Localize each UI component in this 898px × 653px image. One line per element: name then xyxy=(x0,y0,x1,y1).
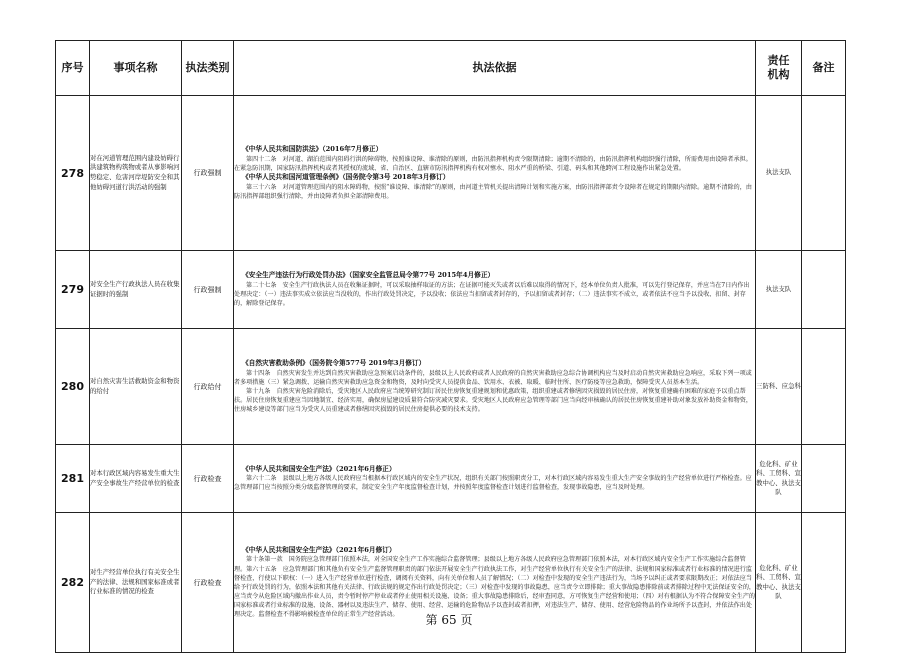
law-clause: 第二十七条 安全生产行政执法人员在收集证据时，可以采取抽样取证的方法；在证据可能灭失或者以后难以取得的情况下，经本单位负责人批准，可以先行登记保存，并应当在7日内作出处理决定：（一）违法事实成立依法应当没收的，作出行政处罚决定，予以没收；依法应当扣留或者封存的，予以扣留或者封存；（二）违法事实不成立，或者依法不应当予以没收、扣留、封存的，解除登记保存。 xyxy=(234,281,750,307)
header-responsible-org xyxy=(756,41,802,96)
row-legal-basis xyxy=(234,96,756,251)
row-seq: 278 xyxy=(56,96,90,251)
row-seq: 279 xyxy=(56,251,90,329)
enforcement-items-table xyxy=(55,40,846,653)
law-title: 《安全生产违法行为行政处罚办法》（国家安全监管总局令第77号 2015年4月修正） xyxy=(242,271,495,280)
law-title: 《中华人民共和国河道管理条例》（国务院令第3号 2018年3月修订） xyxy=(242,173,450,181)
row-seq: 282 xyxy=(56,513,90,653)
law-clause: 第六十二条 县级以上地方各级人民政府应当根据本行政区域内的安全生产状况，组织有关部门按照职责分工，对本行政区域内容易发生重大生产安全事故的生产经营单位进行严格检查。应急管理部门应当按照分类分级监督管理的要求，制定安全生产年度监督检查计划，并按照年度监督检查计划进行监督检查，发现事故隐患，应当及时处理。 xyxy=(234,475,752,492)
law-title: 《自然灾害救助条例》（国务院令第577号 2019年3月修订） xyxy=(242,359,426,368)
table-row xyxy=(56,513,846,653)
law-title: 《中华人民共和国防洪法》（2016年7月修正） xyxy=(242,145,383,154)
row-item-name: 对安全生产行政执法人员在收集证据时的强制 xyxy=(90,251,182,329)
law-clause: 第十条第一款 国务院应急管理部门依照本法，对全国安全生产工作实施综合监督管理；县级以上地方各级人民政府应急管理部门依照本法，对本行政区域内安全生产工作实施综合监督管理。第六十五条 应急管理部门和其他负有安全生产监督管理职责的部门依法开展安全生产行政执法工作，对生产经营单位执行有关安全生产的法律、法规和国家标准或者行业标准的情况进行监督检查，行使以下职权：（一）进入生产经营单位进行检查，调阅有关资料，向有关单位和人员了解情况；（二）对检查中发现的安全生产违法行为，当场予以纠正或者要求限期改正；对依法应当给予行政处罚的行为，依照本法和其他有关法律、行政法规的规定作出行政处罚决定；（三）对检查中发现的事故隐患，应当责令立即排除；重大事故隐患排除前或者排除过程中无法保证安全的，应当责令从危险区域内撤出作业人员，责令暂时停产停业或者停止使用相关设施、设备；重大事故隐患排除后，经审查同意，方可恢复生产经营和使用；（四）对有根据认为不符合保障安全生产的国家标准或者行业标准的设施、设备、器材以及违法生产、储存、使用、经营、运输的危险物品予以查封或者扣押，对违法生产、储存、使用、经营危险物品的作业场所予以查封，并依法作出处理决定。监督检查不得影响被检查单位的正常生产经营活动。 xyxy=(234,556,756,618)
table-row xyxy=(56,96,846,251)
table-row xyxy=(56,445,846,513)
header-seq: 序号 xyxy=(56,41,90,96)
row-remarks xyxy=(802,513,846,653)
header-enforcement-type: 执法类别 xyxy=(182,41,234,96)
row-remarks xyxy=(802,329,846,445)
row-remarks xyxy=(802,445,846,513)
row-enforcement-type: 行政检查 xyxy=(182,513,234,653)
row-remarks xyxy=(802,251,846,329)
row-legal-basis xyxy=(234,513,756,653)
row-remarks xyxy=(802,96,846,251)
law-clause: 第四十二条 对河道、湖泊范围内阻碍行洪的障碍物，按照谁设障、谁清除的原则，由防汛指挥机构责令限期清除；逾期不清除的，由防汛指挥机构组织强行清除，所需费用由设障者承担。在紧急防汛期，国家防汛指挥机构或者其授权的流域、省、自治区、直辖市防汛指挥机构有权对壅水、阻水严重的桥梁、引道、码头和其他跨河工程设施作出紧急处置。 xyxy=(234,155,752,172)
row-item-name: 对在河道管理范围内建设妨碍行洪建筑物构筑物或者从事影响河势稳定、危害河岸堤防安全和其他妨碍河道行洪活动的强制 xyxy=(90,96,182,251)
row-item-name: 对自然灾害生活救助资金和物资的给付 xyxy=(90,329,182,445)
row-enforcement-type: 行政检查 xyxy=(182,445,234,513)
header-item-name: 事项名称 xyxy=(90,41,182,96)
law-title: 《中华人民共和国安全生产法》（2021年6月修订） xyxy=(242,545,396,554)
header-responsible-org-text: 责任机构 xyxy=(767,54,790,81)
table-row xyxy=(56,329,846,445)
row-legal-basis xyxy=(234,329,756,445)
row-seq: 281 xyxy=(56,445,90,513)
law-clause: 第十九条 自然灾害危险消除后，受灾地区人民政府应当统筹研究制订居民住房恢复重建规划和优惠政策，组织重建或者修缮因灾损毁的居民住房，对恢复重建确有困难的家庭予以重点帮扶。居民住房恢复重建应当因地制宜、经济实用，确保房屋建设质量符合防灾减灾要求。受灾地区人民政府应急管理等部门应当向经审核确认的居民住房恢复重建补助对象发放补助资金和物资，住房城乡建设等部门应当为受灾人员重建或者修缮因灾损毁的居民住房提供必要的技术支持。 xyxy=(234,387,752,413)
row-legal-basis xyxy=(234,251,756,329)
row-responsible-org: 执法支队 xyxy=(756,96,802,251)
header-remarks: 备注 xyxy=(802,41,846,96)
header-legal-basis: 执法依据 xyxy=(234,41,756,96)
table-header-row xyxy=(56,41,846,96)
row-responsible-org: 三防科、应急科 xyxy=(756,329,802,445)
row-legal-basis xyxy=(234,445,756,513)
row-enforcement-type: 行政给付 xyxy=(182,329,234,445)
row-responsible-org: 执法支队 xyxy=(756,251,802,329)
page-number: 第 65 页 xyxy=(425,613,473,627)
law-clause: 第三十六条 对河道管理范围内的阻水障碍物，按照“谁设障、谁清除”的原则，由河道主管机关提出清障计划和实施方案，由防汛指挥部责令设障者在规定的期限内清除。逾期不清除的，由防汛指挥部组织强行清除，并由设障者负担全部清障费用。 xyxy=(234,183,752,200)
table-row xyxy=(56,251,846,329)
row-enforcement-type: 行政强制 xyxy=(182,251,234,329)
law-clause: 第十四条 自然灾害发生并达到自然灾害救助应急预案启动条件的，县级以上人民政府或者人民政府的自然灾害救助应急综合协调机构应当及时启动自然灾害救助应急响应，采取下列一项或者多项措施（三）紧急调拨、运输自然灾害救助应急资金和物资，及时向受灾人员提供食品、饮用水、衣被、取暖、临时住所、医疗防疫等应急救助，保障受灾人员基本生活。 xyxy=(234,369,752,386)
law-title: 《中华人民共和国安全生产法》（2021年6月修正） xyxy=(242,464,396,473)
row-responsible-org: 危化科、矿业科、工贸科、宣教中心、执法支队 xyxy=(756,445,802,513)
row-responsible-org: 危化科、矿业科、工贸科、宣教中心、执法支队 xyxy=(756,513,802,653)
row-item-name: 对本行政区域内容易发生重大生产安全事故生产经营单位的检查 xyxy=(90,445,182,513)
row-enforcement-type: 行政强制 xyxy=(182,96,234,251)
row-seq: 280 xyxy=(56,329,90,445)
row-item-name: 对生产经营单位执行有关安全生产的法律、法规和国家标准或者行业标准的情况的检查 xyxy=(90,513,182,653)
